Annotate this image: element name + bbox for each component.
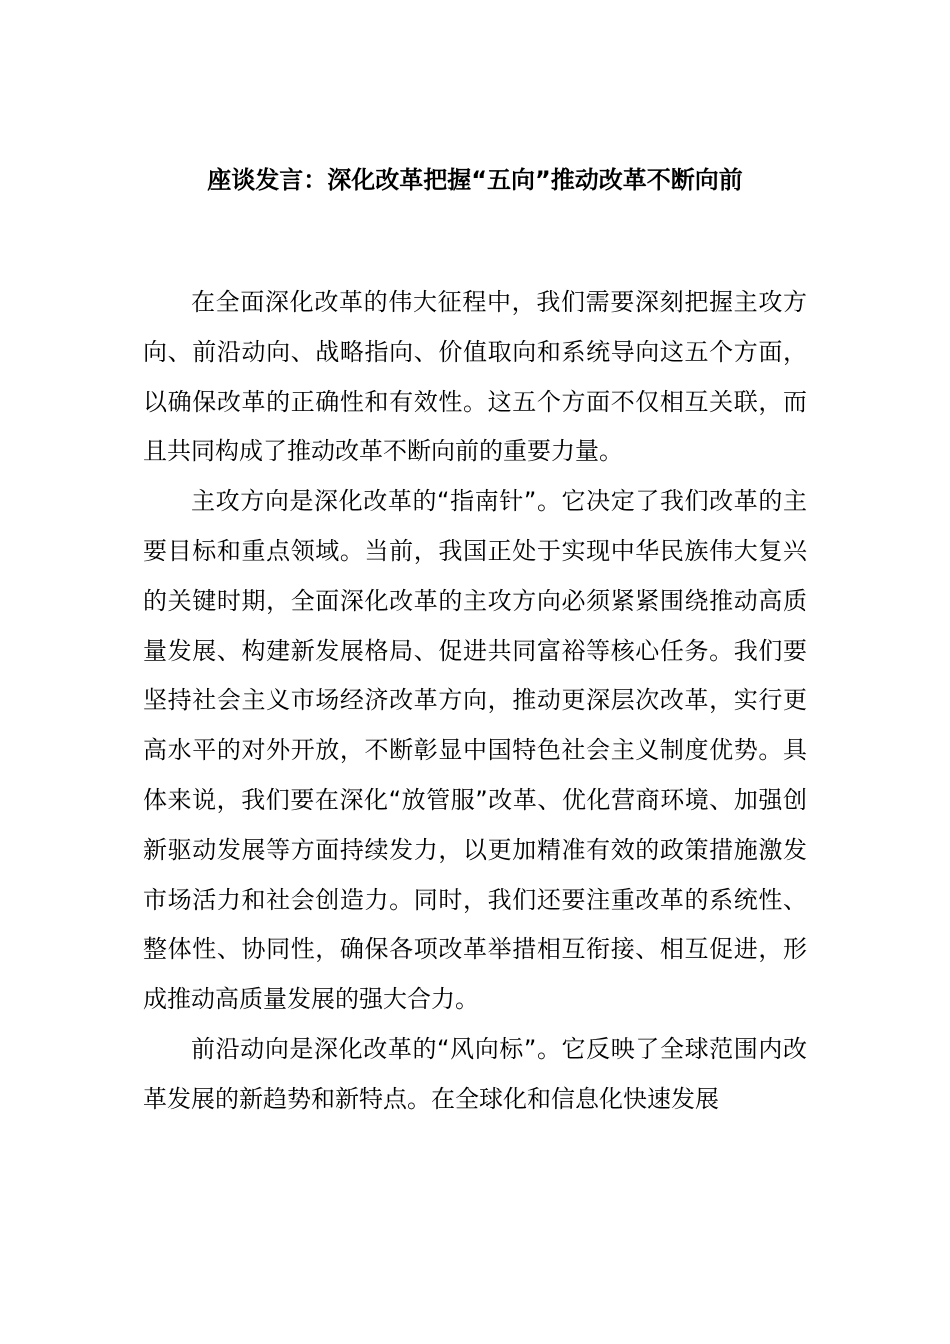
document-body [143, 278, 807, 1125]
paragraph-1: 在全面深化改革的伟大征程中，我们需要深刻把握主攻方向、前沿动向、战略指向、价值取向和系统导向这五个方面，以确保改革的正确性和有效性。这五个方面不仅相互关联，而且共同构成了推动改革不断向前的重要力量。 [143, 288, 807, 466]
paragraph-3: 前沿动向是深化改革的“风向标”。它反映了全球范围内改革发展的新趋势和新特点。在全球化和信息化快速发展 [143, 1034, 807, 1113]
document-title: 座谈发言：深化改革把握“五向”推动改革不断向前 [207, 166, 743, 194]
paragraph-2: 主攻方向是深化改革的“指南针”。它决定了我们改革的主要目标和重点领域。当前，我国正处于实现中华民族伟大复兴的关键时期，全面深化改革的主攻方向必须紧紧围绕推动高质量发展、构建新发展格局、促进共同富裕等核心任务。我们要坚持社会主义市场经济改革方向，推动更深层次改革，实行更高水平的对外开放，不断彰显中国特色社会主义制度优势。具体来说，我们要在深化“放管服”改革、优化营商环境、加强创新驱动发展等方面持续发力，以更加精准有效的政策措施激发市场活力和社会创造力。同时，我们还要注重改革的系统性、整体性、协同性，确保各项改革举措相互衔接、相互促进，形成推动高质量发展的强大合力。 [143, 487, 807, 1014]
